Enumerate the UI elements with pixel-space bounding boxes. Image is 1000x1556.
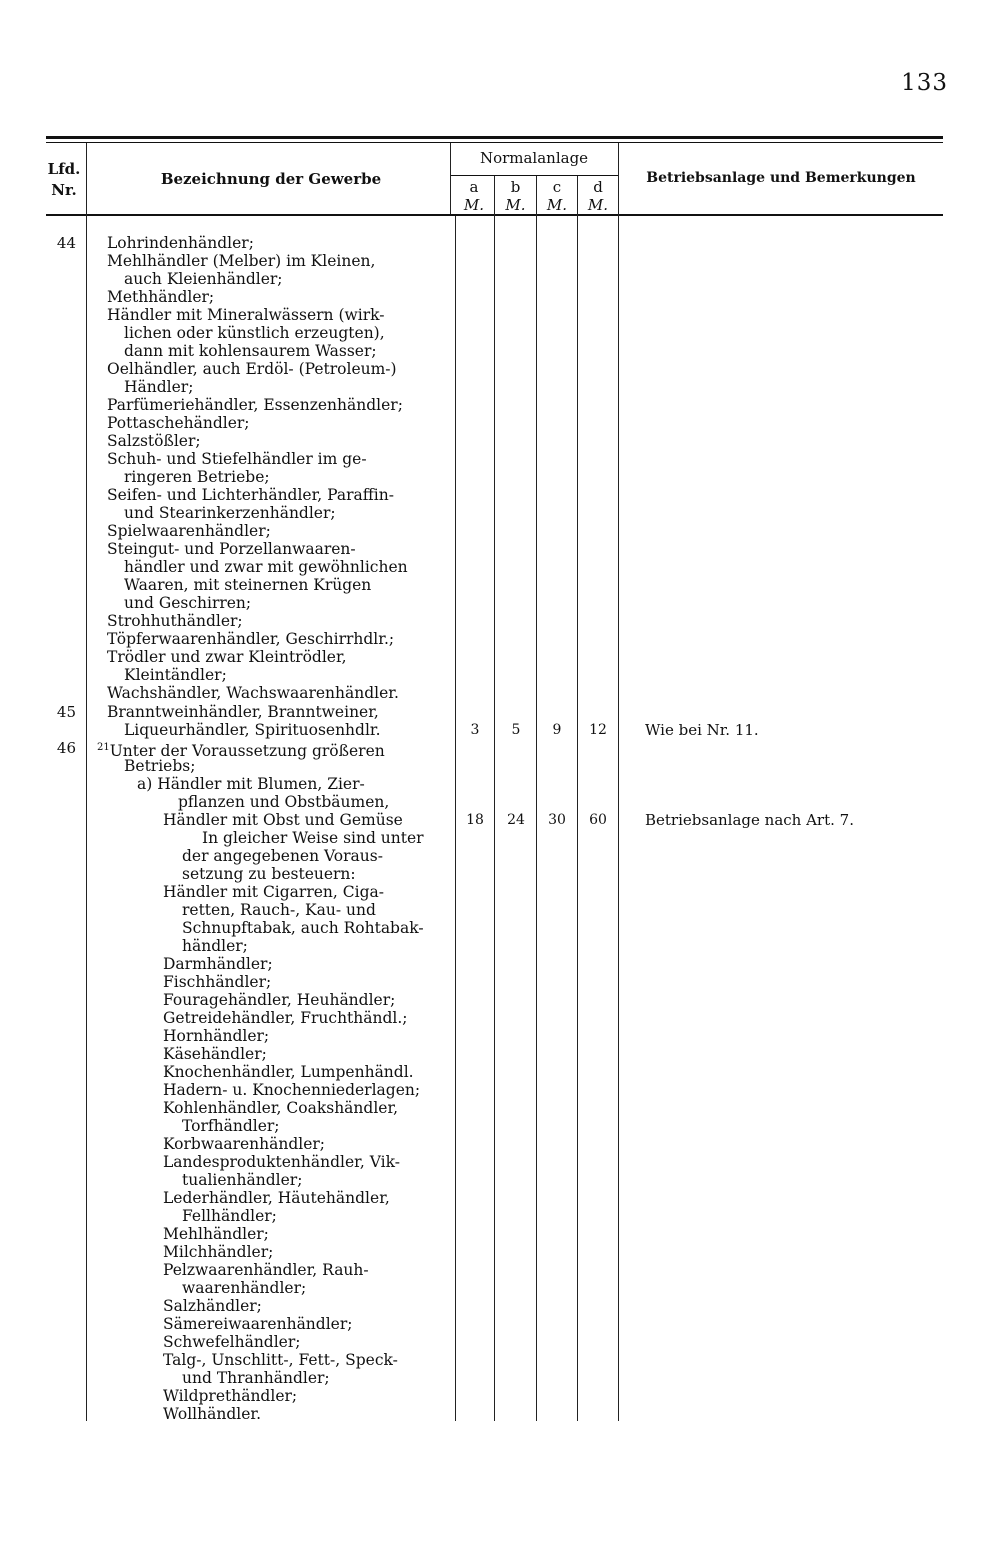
text-line: Torfhändler; <box>182 1117 280 1135</box>
text-line: Seifen- und Lichterhändler, Paraffin- <box>107 486 394 504</box>
rate-c: 9 <box>552 722 562 738</box>
text-line: Methhändler; <box>107 288 215 306</box>
text-line: Betriebs; <box>124 757 196 775</box>
header-sub-b: b <box>510 178 521 196</box>
divider-betrieb <box>618 143 619 1421</box>
header-betrieb: Betriebsanlage und Bemerkungen <box>646 170 916 186</box>
divider-cd <box>577 176 578 1421</box>
header-unit-a: M. <box>463 196 485 214</box>
text-line: Oelhändler, auch Erdöl- (Petroleum-) <box>107 360 397 378</box>
text-line: Fellhändler; <box>182 1207 277 1225</box>
text-line: Schwefelhändler; <box>163 1333 301 1351</box>
divider-lfd <box>86 143 87 1421</box>
text-line: und Thranhändler; <box>182 1369 330 1387</box>
row-number-44: 44 <box>56 234 76 252</box>
text-line: Fouragehändler, Heuhändler; <box>163 991 396 1009</box>
text-line: Spielwaarenhändler; <box>107 522 271 540</box>
text-line: Schnupftabak, auch Rohtabak- <box>182 919 424 937</box>
rate-d: 12 <box>589 722 607 738</box>
text-line: Waaren, mit steinernen Krügen <box>124 576 372 594</box>
text-line: lichen oder künstlich erzeugten), <box>124 324 385 342</box>
text-line: Kohlenhändler, Coakshändler, <box>163 1099 399 1117</box>
text-line: Knochenhändler, Lumpenhändl. <box>163 1063 414 1081</box>
text-line: Händler mit Cigarren, Ciga- <box>163 883 384 901</box>
header-bezeichnung: Bezeichnung der Gewerbe <box>160 170 382 188</box>
text-line: Händler mit Mineralwässern (wirk- <box>107 306 385 324</box>
header-sub-c: c <box>552 178 562 196</box>
remark: Wie bei Nr. 11. <box>645 721 759 739</box>
text-line: Sämereiwaarenhändler; <box>163 1315 353 1333</box>
text-line: Hornhändler; <box>163 1027 270 1045</box>
text-line: Händler mit Obst und Gemüse <box>163 811 403 829</box>
normalanlage-rule <box>450 175 618 176</box>
header-sub-d: d <box>593 178 603 196</box>
text-line: Hadern- u. Knochenniederlagen; <box>163 1081 421 1099</box>
header-nr: Nr. <box>51 181 77 199</box>
remark: Betriebsanlage nach Art. 7. <box>645 811 854 829</box>
text-line: Branntweinhändler, Branntweiner, <box>107 703 379 721</box>
text-line: und Stearinkerzenhändler; <box>124 504 336 522</box>
text-line: Salzhändler; <box>163 1297 262 1315</box>
divider-ab <box>494 176 495 1421</box>
header-unit-b: M. <box>505 196 526 214</box>
header-lfd: Lfd. <box>47 160 81 178</box>
text-line: Lederhändler, Häutehändler, <box>163 1189 390 1207</box>
header-unit-d: M. <box>587 196 609 214</box>
row-number-46: 46 <box>56 739 76 757</box>
text-line: Käsehändler; <box>163 1045 267 1063</box>
header-unit-c: M. <box>546 196 568 214</box>
text-line: Wachshändler, Wachswaarenhändler. <box>107 684 399 702</box>
top-rule-thick <box>46 136 943 139</box>
text-line: Schuh- und Stiefelhändler im ge- <box>107 450 367 468</box>
text-line: händler und zwar mit gewöhnlichen <box>124 558 408 576</box>
divider-bezeichnung <box>450 143 451 214</box>
rate-d: 60 <box>589 812 607 828</box>
text-line: tualienhändler; <box>182 1171 303 1189</box>
divider-bc <box>536 176 537 1421</box>
page-number: 133 <box>901 70 948 96</box>
text-line: Pottaschehändler; <box>107 414 250 432</box>
text-line: Korbwaarenhändler; <box>163 1135 326 1153</box>
header-sub-a: a <box>469 178 479 196</box>
text-line: In gleicher Weise sind unter <box>202 829 424 847</box>
text-line: Unter der Voraussetzung größeren <box>109 742 385 761</box>
text-line: waarenhändler; <box>182 1279 307 1297</box>
text-line: und Geschirren; <box>124 594 252 612</box>
text-line: Trödler und zwar Kleintrödler, <box>107 648 347 666</box>
rate-a: 3 <box>470 722 480 738</box>
text-line: händler; <box>182 937 248 955</box>
text-line: Mehlhändler; <box>163 1225 269 1243</box>
text-line: Strohhuthändler; <box>107 612 243 630</box>
text-line: a) Händler mit Blumen, Zier- <box>137 775 365 793</box>
row-number-45: 45 <box>56 703 76 721</box>
rate-a: 18 <box>466 812 484 828</box>
text-line: pflanzen und Obstbäumen, <box>178 793 390 811</box>
text-line: der angegebenen Voraus- <box>182 847 383 865</box>
rate-b: 5 <box>511 722 521 738</box>
top-rule-thin <box>46 142 943 143</box>
text-line: Händler; <box>124 378 194 396</box>
text-line: Talg-, Unschlitt-, Fett-, Speck- <box>163 1351 398 1369</box>
text-line: Parfümeriehändler, Essenzenhändler; <box>107 396 403 414</box>
footnote-mark: 21 <box>97 742 110 753</box>
text-line: dann mit kohlensaurem Wasser; <box>124 342 377 360</box>
text-line: Wollhändler. <box>163 1405 262 1423</box>
text-line: Steingut- und Porzellanwaaren- <box>107 540 356 558</box>
header-normalanlage: Normalanlage <box>479 149 589 167</box>
text-line: Fischhändler; <box>163 973 272 991</box>
text-line: Wildprethändler; <box>163 1387 298 1405</box>
text-line: Milchhändler; <box>163 1243 274 1261</box>
text-line: Mehlhändler (Melber) im Kleinen, <box>107 252 376 270</box>
text-line: ringeren Betriebe; <box>124 468 270 486</box>
text-line: Salzstößler; <box>107 432 201 450</box>
rate-c: 30 <box>548 812 566 828</box>
text-line: Pelzwaarenhändler, Rauh- <box>163 1261 369 1279</box>
text-line: setzung zu besteuern: <box>182 865 356 883</box>
text-line: Getreidehändler, Fruchthändl.; <box>163 1009 408 1027</box>
text-line: Töpferwaarenhändler, Geschirrhdlr.; <box>107 630 395 648</box>
rate-b: 24 <box>507 812 525 828</box>
text-line: auch Kleienhändler; <box>124 270 283 288</box>
text-line: retten, Rauch-, Kau- und <box>182 901 376 919</box>
text-line: Liqueurhändler, Spirituosenhdlr. <box>124 721 381 739</box>
text-line: Landesproduktenhändler, Vik- <box>163 1153 400 1171</box>
text-line: Kleintändler; <box>124 666 227 684</box>
text-line: Lohrindenhändler; <box>107 234 254 252</box>
text-line: Darmhändler; <box>163 955 273 973</box>
